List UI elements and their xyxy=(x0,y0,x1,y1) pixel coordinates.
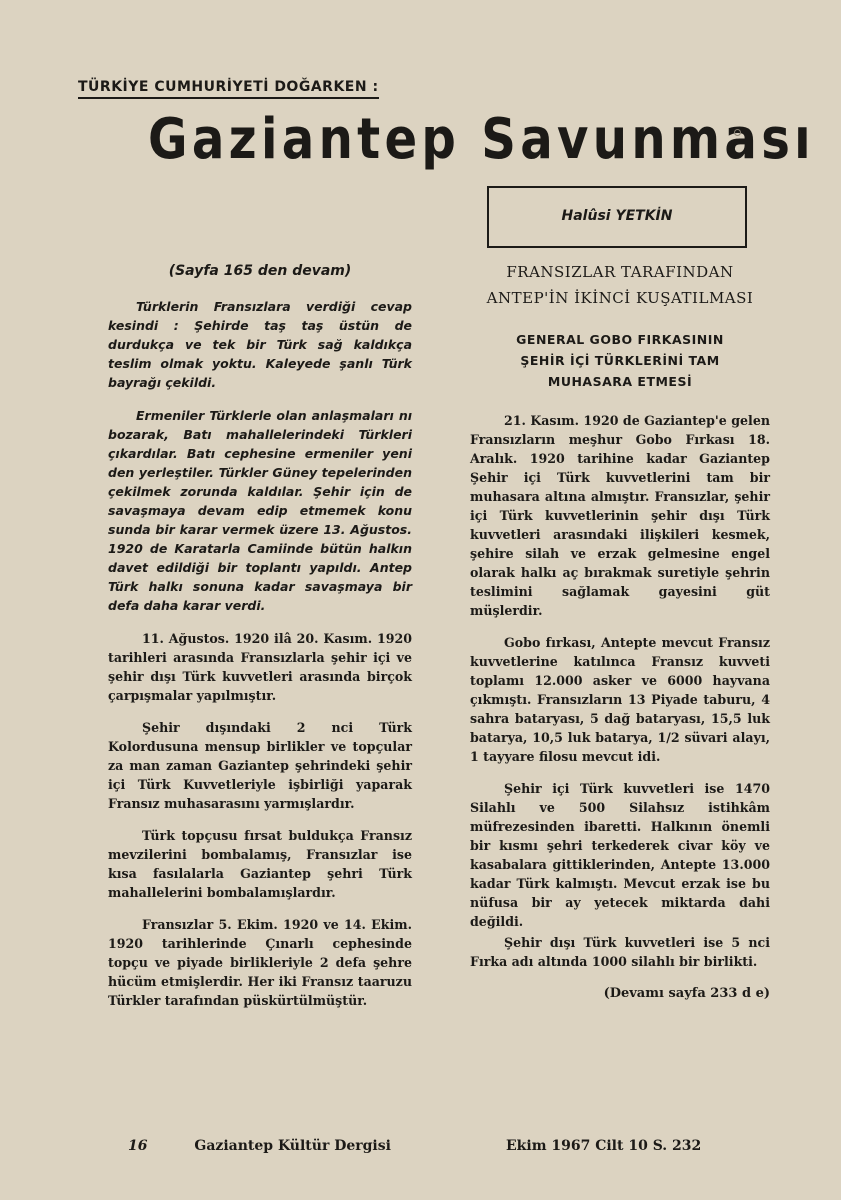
article-title: Gaziantep Savunması xyxy=(148,107,815,172)
author-name: Halûsi YETKİN xyxy=(561,208,673,224)
subheading-line: GENERAL GOBO FIRKASININ xyxy=(516,332,724,347)
body-paragraph: Şehir dışı Türk kuvvetleri ise 5 nci Fırka adı altında 1000 silahlı bir birlikti. xyxy=(470,935,770,969)
continuation-end-note: (Devamı sayfa 233 d e) xyxy=(603,986,770,1001)
body-paragraph: Gobo fırkası, Antepte mevcut Fransız kuvvetlerine katılınca Fransız kuvveti toplamı 12.000 asker ve 6000 hayvana çıkmıştı. Fransızların 13 Piyade taburu, 4 sahra bataryası, 5 dağ bataryası, 15,5 luk batarya, 10,5 luk batarya, 1/2 süvari alayı, 1 tayyare filosu mevcut idi. xyxy=(470,635,770,764)
footer-left xyxy=(128,1138,391,1154)
print-speck xyxy=(734,129,741,136)
body-paragraph: 21. Kasım. 1920 de Gaziantep'e gelen Fransızların meşhur Gobo Fırkası 18. Aralık. 1920 tarihine kadar Gaziantep Şehir içi Türk kuvvetlerini tam bir muhasara altına almıştır. Fransızlar, şehir içi Türk kuvvetlerinin şehir dışı Türk kuvvetleri arasındaki ilişkileri kesmek, şehire silah ve erzak gelmesine engel olarak halkı aç bırakmak suretiyle şehrin teslimini sağlamak gayesini güt müşlerdir. xyxy=(470,413,770,618)
body-paragraph: Şehir içi Türk kuvvetleri ise 1470 Silahlı ve 500 Silahsız istihkâm müfrezesinden ibaretti. Halkının önemli bir kısmı şehri terkederek civar köy ve kasabalara gittiklerinden, Antepte 13.000 kadar Türk kalmıştı. Mevcut erzak ise bu nüfusa bir ay yetecek miktarda dahi değildi. xyxy=(470,781,770,929)
subheading-line: MUHASARA ETMESİ xyxy=(547,374,693,389)
body-paragraph: Şehir dışındaki 2 nci Türk Kolordusuna mensup birlikler ve topçular za man zaman Gaziantep şehrindeki şehir içi Türk Kuvvetleriyle işbirliği yaparak Fransız muhasarasını yarmışlardır. xyxy=(108,720,412,811)
section-heading-line: FRANSIZLAR TARAFINDAN xyxy=(506,263,734,281)
section-heading-line: ANTEP'İN İKİNCİ KUŞATILMASI xyxy=(486,289,754,307)
body-paragraph: Türk topçusu fırsat buldukça Fransız mevzilerini bombalamış, Fransızlar ise kısa fasılalarla Gaziantep şehri Türk mahallelerini bombalamışlardır. xyxy=(108,828,412,900)
subheading-line: ŞEHİR İÇİ TÜRKLERİNİ TAM xyxy=(520,353,720,368)
continuation-note: (Sayfa 165 den devam) xyxy=(168,263,352,279)
issue-info: Ekim 1967 Cilt 10 S. 232 xyxy=(506,1138,702,1154)
right-column xyxy=(470,262,770,1003)
page-number: 16 xyxy=(128,1138,148,1154)
left-column xyxy=(108,262,412,1023)
body-paragraph: Fransızlar 5. Ekim. 1920 ve 14. Ekim. 1920 tarihlerinde Çınarlı cephesinde topçu ve piyade birlikleriyle 2 defa şehre hücüm etmişlerdir. Her iki Fransız taaruzu Türkler tarafından püskürtülmüştür. xyxy=(108,917,412,1008)
author-box xyxy=(487,186,747,248)
body-paragraph: 11. Ağustos. 1920 ilâ 20. Kasım. 1920 tarihleri arasında Fransızlarla şehir içi ve şehir dışı Türk kuvvetleri arasında birçok çarpışmalar yapılmıştır. xyxy=(108,631,412,703)
italic-paragraph: Ermeniler Türklerle olan anlaşmaları nı bozarak, Batı mahallelerindeki Türkleri çıkardılar. Batı cephesine ermeniler yeni den yerleştiler. Türkler Güney tepelerinden çekilmek zorunda kaldılar. Şehir için de savaşmaya devam edip etmemek konu sunda bir karar vermek üzere 13. Ağustos. 1920 de Karatarla Camiinde bütün halkın davet edildiği bir toplantı yapıldı. Antep Türk halkı sonuna kadar savaşmaya bir defa daha karar verdi. xyxy=(108,408,412,613)
journal-name: Gaziantep Kültür Dergisi xyxy=(194,1138,391,1154)
series-heading: TÜRKİYE CUMHURİYETİ DOĞARKEN : xyxy=(78,79,379,99)
italic-paragraph: Türklerin Fransızlara verdiği cevap kesindi : Şehirde taş taş üstün de durdukça ve tek bir Türk sağ kaldıkça teslim olmak yoktu. Kaleyede şanlı Türk bayrağı çekildi. xyxy=(108,299,412,390)
